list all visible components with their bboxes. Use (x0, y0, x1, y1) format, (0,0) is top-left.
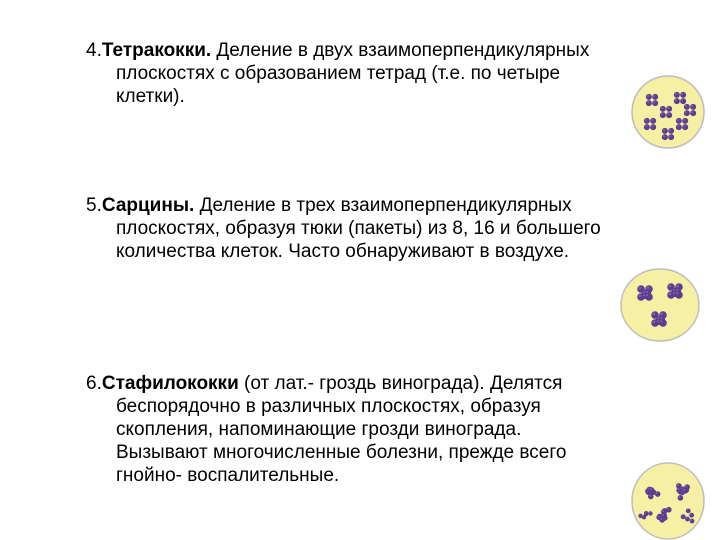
bacterium-cell (648, 511, 652, 515)
bacterium-cell (690, 110, 696, 116)
bacterium-highlight (645, 119, 647, 121)
bacterium-cell (652, 100, 658, 106)
bacterium-highlight (645, 513, 647, 515)
bacterium-cell (666, 106, 672, 112)
bacterium-highlight (690, 519, 692, 521)
bacterium-cell (644, 512, 648, 516)
bacterium-cell (645, 293, 651, 299)
item-tetracocci (86, 39, 589, 108)
bacterium-cell (662, 134, 668, 140)
bacterium-highlight (677, 125, 679, 127)
bacterium-highlight (651, 125, 653, 127)
bacterium-highlight (681, 99, 683, 101)
bacterium-highlight (647, 101, 649, 103)
bacterium-cell (646, 100, 652, 106)
item-staphylococci (86, 372, 566, 487)
item-number: 5. (86, 195, 102, 216)
item-first-line-text: Деление в двух взаимоперпендикулярных (211, 40, 590, 61)
plate-background (632, 463, 704, 539)
bacterium-highlight (657, 317, 659, 319)
bacterium-highlight (639, 295, 642, 298)
bacterium-cell (666, 507, 672, 513)
bacterium-highlight (660, 317, 662, 319)
item-number: 6. (86, 373, 102, 394)
bacterium-highlight (683, 119, 685, 121)
bacterium-cell (655, 491, 661, 497)
plate-background (621, 269, 699, 341)
bacterium-cell (668, 134, 674, 140)
item-line: плоскостях, образуя тюки (пакеты) из 8, 16 и большего (116, 218, 601, 239)
item-first-line (86, 372, 566, 395)
bacterium-cell (674, 92, 680, 98)
bacterium-cell (682, 118, 688, 124)
bacterium-cell (684, 104, 690, 110)
bacterium-highlight (669, 129, 671, 131)
bacterium-cell (659, 319, 665, 325)
bacterium-highlight (685, 485, 687, 487)
bacterium-highlight (691, 105, 693, 107)
bacterium-cell (680, 98, 686, 104)
bacterium-cell (681, 514, 686, 519)
bacterium-highlight (669, 285, 672, 288)
item-term: Стафилококки (101, 373, 239, 394)
bacterium-highlight (661, 113, 663, 115)
bacterium-highlight (673, 292, 675, 294)
item-line: клетки). (116, 86, 185, 107)
bacterium-highlight (676, 289, 678, 291)
bacterium-highlight (673, 289, 675, 291)
bacterium-cell (676, 487, 682, 493)
bacterium-highlight (675, 99, 677, 101)
bacterium-highlight (646, 291, 648, 293)
bacterium-cell (678, 495, 684, 501)
bacterium-highlight (667, 113, 669, 115)
bacterium-highlight (662, 510, 664, 512)
item-line: Вызывают многочисленные болезни, прежде всего (116, 442, 567, 463)
bacterium-highlight (649, 512, 651, 514)
bacterium-cell (660, 106, 666, 112)
bacterium-cell (659, 517, 665, 523)
bacterium-cell (676, 118, 682, 124)
bacterium-highlight (653, 101, 655, 103)
bacterium-cell (689, 513, 694, 518)
bacterium-highlight (645, 125, 647, 127)
item-line: скопления, напоминающие грозди винограда. (116, 419, 522, 440)
bacterium-highlight (690, 514, 692, 516)
bacterium-highlight (646, 294, 648, 296)
bacterium-cell (675, 291, 681, 297)
item-first-line-text: (от лат.- гроздь винограда). Делятся (238, 373, 563, 394)
bacterium-cell (646, 94, 652, 100)
bacterium-highlight (677, 119, 679, 121)
bacterium-highlight (643, 291, 645, 293)
bacterium-highlight (679, 496, 681, 498)
bacterium-highlight (667, 508, 669, 510)
bacterium-cell (638, 514, 642, 518)
bacterium-cell (644, 124, 650, 130)
bacterium-highlight (653, 95, 655, 97)
bacterium-highlight (653, 321, 656, 324)
bacterium-highlight (660, 518, 662, 520)
bacterium-cell (686, 508, 691, 513)
bacterium-highlight (657, 515, 659, 517)
bacterium-highlight (653, 313, 656, 316)
bacterium-cell (684, 110, 690, 116)
staphylococci-plate-icon (630, 461, 706, 540)
item-number: 4. (86, 40, 102, 61)
bacterium-highlight (687, 509, 689, 511)
bacterium-highlight (643, 516, 645, 518)
sarcina-plate-icon (619, 267, 701, 343)
bacterium-cell (676, 124, 682, 130)
bacterium-cell (644, 118, 650, 124)
bacterium-cell (690, 104, 696, 110)
bacterium-highlight (682, 515, 684, 517)
bacterium-highlight (663, 135, 665, 137)
bacterium-cell (690, 519, 695, 524)
bacterium-highlight (685, 111, 687, 113)
bacterium-cell (662, 128, 668, 134)
bacterium-highlight (685, 105, 687, 107)
bacterium-highlight (677, 285, 680, 288)
item-term: Тетракокки. (101, 40, 212, 61)
bacterium-highlight (681, 93, 683, 95)
item-line: плоскостях с образованием тетрад (т.е. по четыре (116, 63, 561, 84)
bacterium-highlight (657, 320, 659, 322)
item-term: Сарцины. (101, 195, 195, 216)
bacterium-cell (650, 124, 656, 130)
item-line: гнойно- воспалительные. (116, 465, 340, 486)
item-sarcina (86, 194, 601, 263)
bacterium-highlight (669, 293, 672, 296)
bacterium-cell (648, 494, 654, 500)
bacterium-cell (682, 488, 688, 494)
bacterium-highlight (639, 287, 642, 290)
bacterium-highlight (656, 492, 658, 494)
bacterium-cell (652, 94, 658, 100)
bacterium-highlight (677, 484, 679, 486)
bacterium-highlight (651, 119, 653, 121)
bacterium-cell (661, 509, 667, 515)
bacterium-highlight (660, 320, 662, 322)
bacterium-cell (668, 128, 674, 134)
item-first-line-text: Деление в трех взаимоперпендикулярных (194, 195, 572, 216)
bacterium-highlight (649, 495, 651, 497)
tetracocci-plate-icon (630, 74, 706, 150)
bacterium-highlight (683, 125, 685, 127)
item-line: количества клеток. Часто обнаруживают в воздухе. (116, 241, 570, 262)
bacterium-highlight (675, 93, 677, 95)
bacterium-highlight (691, 111, 693, 113)
item-first-line (86, 39, 589, 62)
bacterium-highlight (647, 95, 649, 97)
bacterium-cell (682, 124, 688, 130)
bacterium-highlight (683, 489, 685, 491)
item-line: беспорядочно в различных плоскостях, образуя (116, 396, 541, 417)
bacterium-highlight (686, 517, 688, 519)
bacterium-highlight (661, 313, 664, 316)
bacterium-highlight (677, 488, 679, 490)
bacterium-highlight (669, 135, 671, 137)
item-first-line (86, 194, 601, 217)
bacterium-highlight (663, 129, 665, 131)
bacterium-cell (660, 112, 666, 118)
bacterium-highlight (661, 107, 663, 109)
bacterium-highlight (639, 514, 641, 516)
bacterium-highlight (647, 287, 650, 290)
bacterium-highlight (676, 292, 678, 294)
bacterium-highlight (643, 294, 645, 296)
bacterium-highlight (667, 107, 669, 109)
bacterium-cell (650, 118, 656, 124)
bacterium-cell (649, 487, 655, 493)
bacterium-cell (666, 112, 672, 118)
bacterium-highlight (650, 488, 652, 490)
bacterium-cell (674, 98, 680, 104)
bacterium-cell (680, 92, 686, 98)
bacterium-cell (685, 517, 690, 522)
